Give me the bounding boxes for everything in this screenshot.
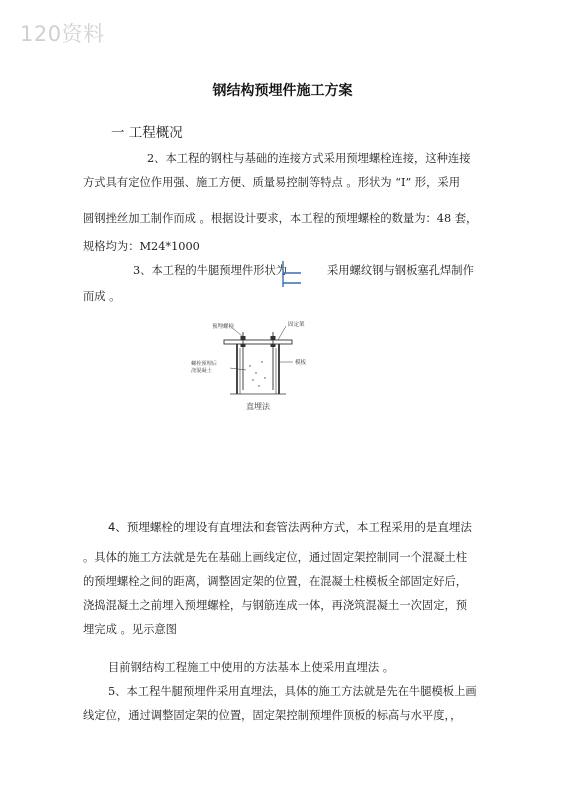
- label-embedded-bolt: 预埋螺栓: [212, 324, 235, 330]
- diagram-caption: 直埋法: [246, 402, 270, 411]
- fixing-frame-plate: [224, 340, 292, 344]
- para3-line1a: 3、本工程的牛腿预埋件形状为: [133, 264, 288, 277]
- para5-line1: 5、本工程牛腿预埋件采用直埋法，具体的施工方法就是先在牛腿模板上画: [108, 685, 477, 698]
- document-title: 钢结构预埋件施工方案: [212, 83, 353, 99]
- para2-line1: 2、本工程的钢柱与基础的连接方式采用预埋螺栓连接，这种连接: [147, 152, 471, 165]
- bolt-nut-left: [241, 336, 246, 340]
- direct-embed-diagram: [190, 318, 330, 413]
- para2-line2: 方式具有定位作用强、施工方便、质量易控制等特点 。形状为 “I” 形，采用: [83, 176, 460, 189]
- para4-line3: 的预埋螺栓之间的距离，调整固定架的位置，在混凝土柱模板全部固定好后，: [83, 575, 468, 588]
- para2-line4: 规格均为：M24*1000: [83, 240, 200, 253]
- watermark: 120资料: [20, 22, 105, 46]
- label-formwork: 模板: [295, 360, 307, 366]
- para-current-method: 目前钢结构工程施工中使用的方法基本上使采用直埋法 。: [108, 661, 395, 674]
- para4-line2: 。具体的施工方法就是先在基础上画线定位，通过固定架控制同一个混凝土柱: [83, 551, 468, 564]
- section-heading: 一 工程概况: [111, 125, 183, 141]
- label-concrete-2: 浇混凝土: [191, 368, 212, 374]
- para2-line3: 圆钢挫丝加工制作而成 。根据设计要求，本工程的预埋螺栓的数量为：48 套，: [83, 212, 478, 225]
- bolt-nut-right: [271, 336, 276, 340]
- para3-line1b: 采用螺纹钢与钢板塞孔焊制作: [327, 264, 474, 277]
- para4-line4: 浇捣混凝土之前埋入预埋螺栓，与钢筋连成一体，再浇筑混凝土一次固定，预: [83, 599, 468, 612]
- para3-line2: 而成 。: [83, 290, 121, 303]
- para4-line5: 埋完成 。见示意图: [83, 623, 177, 636]
- label-concrete-1: 螺栓预埋后: [191, 361, 217, 367]
- para5-line2: 线定位，通过调整固定架的位置，固定架控制预埋件顶板的标高与水平度，，: [83, 709, 462, 722]
- corbel-i-shape-icon: [281, 259, 305, 289]
- label-fixing-frame: 固定架: [288, 322, 305, 328]
- para4-line1: 4、预埋螺栓的埋设有直埋法和套管法两种方式，本工程采用的是直埋法: [108, 520, 472, 534]
